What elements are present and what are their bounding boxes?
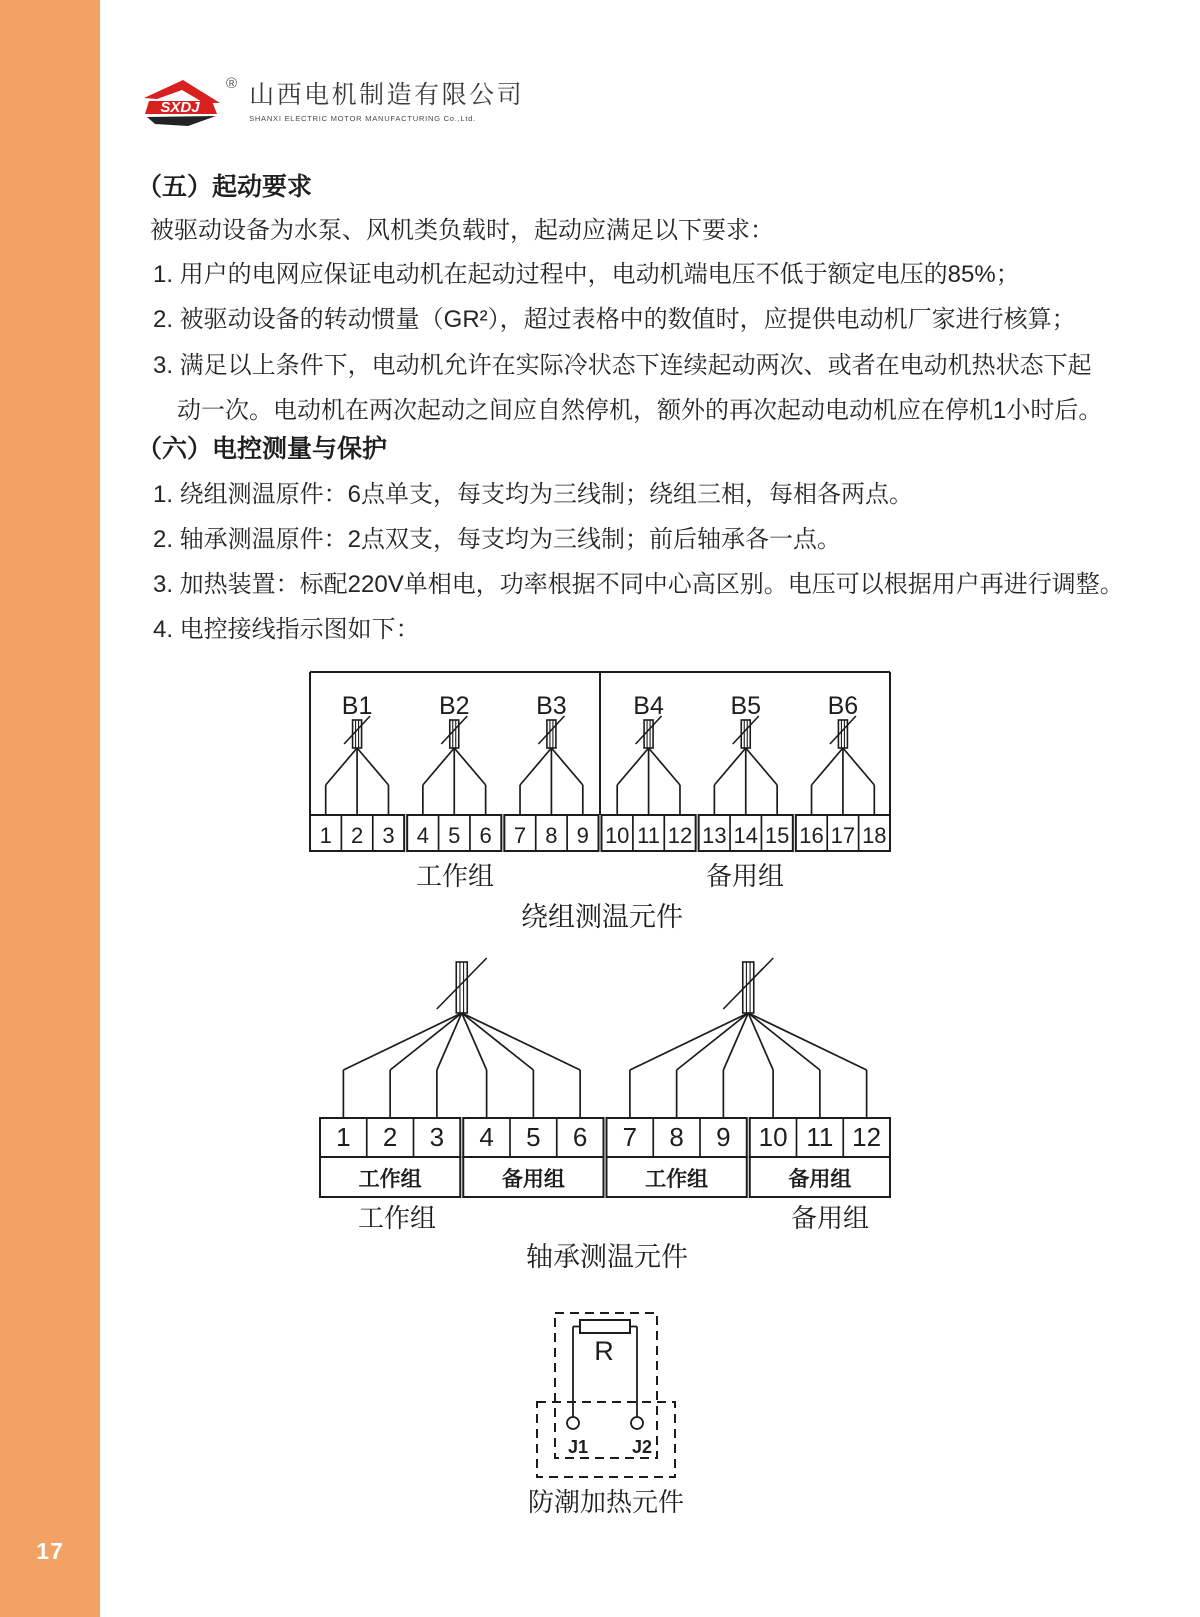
terminal-number: 6 bbox=[572, 1122, 588, 1152]
winding-temperature-diagram bbox=[300, 650, 900, 940]
section6-item1: 1. 绕组测温原件：6点单支，每支均为三线制；绕组三相，每相各两点。 bbox=[153, 481, 914, 508]
terminal-number: 1 bbox=[336, 1122, 351, 1152]
wire-diag bbox=[343, 1013, 461, 1070]
terminal-box-dashed-boundary bbox=[537, 1402, 675, 1477]
registered-mark-icon: ® bbox=[226, 75, 238, 92]
wire-left-diag bbox=[617, 748, 648, 785]
terminal-number: 5 bbox=[448, 823, 461, 848]
terminal-number: 9 bbox=[576, 823, 589, 848]
section5-intro: 被驱动设备为水泵、风机类负载时，起动应满足以下要求： bbox=[150, 217, 774, 244]
terminal-number: 3 bbox=[382, 823, 395, 848]
terminal-number: 13 bbox=[702, 823, 727, 848]
terminal-number: 6 bbox=[479, 823, 492, 848]
section6-item3: 3. 加热装置：标配220V单相电，功率根据不同中心高区别。电压可以根据用户再进行调整。 bbox=[153, 571, 1124, 598]
heater-element-diagram bbox=[500, 1300, 720, 1530]
terminal-number: 12 bbox=[852, 1122, 882, 1152]
wire-diag bbox=[630, 1013, 748, 1070]
terminal-number: 2 bbox=[382, 1122, 398, 1152]
group-label: 工作组 bbox=[645, 1168, 709, 1191]
logo-text-block bbox=[249, 82, 524, 123]
terminal-number: 8 bbox=[545, 823, 558, 848]
terminal-number: 2 bbox=[350, 823, 364, 848]
terminal-number: 16 bbox=[799, 823, 824, 848]
terminal-number: 10 bbox=[758, 1122, 788, 1152]
company-logo bbox=[140, 74, 524, 126]
section5-item1: 1. 用户的电网应保证电动机在起动过程中，电动机端电压不低于额定电压的85%； bbox=[153, 261, 1020, 288]
terminal-number: 5 bbox=[526, 1122, 541, 1152]
section5-item3-line2: 动一次。电动机在两次起动之间应自然停机，额外的再次起动电动机应在停机1小时后。 bbox=[177, 397, 1103, 424]
wire-diag bbox=[748, 1013, 866, 1070]
logo-mark-text: SXDJ bbox=[160, 99, 200, 116]
wire-right-diag bbox=[746, 748, 777, 785]
wire-right-diag bbox=[649, 748, 680, 785]
resistor-symbol bbox=[580, 1320, 630, 1333]
wire-diag bbox=[748, 1013, 773, 1070]
wire-left-diag bbox=[326, 748, 357, 785]
working-group-label: 工作组 bbox=[415, 861, 495, 891]
terminal-j1-circle bbox=[567, 1417, 579, 1429]
working-group-label: 工作组 bbox=[357, 1203, 437, 1233]
heater-diagram-caption: 防潮加热元件 bbox=[527, 1487, 685, 1517]
winding-diagram-caption: 绕组测温元件 bbox=[521, 902, 683, 932]
wire-left-diag bbox=[423, 748, 454, 785]
terminal-number: 9 bbox=[716, 1122, 731, 1152]
bearing-sensor-probe-slash bbox=[437, 958, 487, 1009]
company-name-en: SHANXI ELECTRIC MOTOR MANUFACTURING Co.,Ltd. bbox=[249, 113, 476, 123]
group-label: 备用组 bbox=[788, 1168, 852, 1191]
company-name-cn: 山西电机制造有限公司 bbox=[249, 81, 525, 109]
wire-right-diag bbox=[357, 748, 388, 785]
terminal-j2-circle bbox=[631, 1417, 643, 1429]
sensor-label: B5 bbox=[730, 692, 762, 720]
wire-left-diag bbox=[812, 748, 843, 785]
logo-swoosh-shape bbox=[147, 116, 216, 126]
wire-left-diag bbox=[714, 748, 745, 785]
terminal-number: 4 bbox=[416, 823, 429, 848]
section6-item2: 2. 轴承测温原件：2点双支，每支均为三线制；前后轴承各一点。 bbox=[153, 526, 842, 553]
wire-left-diag bbox=[520, 748, 551, 785]
terminal-number: 3 bbox=[429, 1122, 445, 1152]
page-number: 17 bbox=[36, 1538, 64, 1564]
bearing-temperature-diagram bbox=[300, 930, 900, 1280]
wire-right-diag bbox=[551, 748, 582, 785]
section5-heading: （五）起动要求 bbox=[137, 173, 313, 201]
wire-diag bbox=[437, 1013, 462, 1070]
section5-item3-line1: 3. 满足以上条件下，电动机允许在实际冷状态下连续起动两次、或者在电动机热状态下起 bbox=[153, 352, 1092, 379]
group-label: 备用组 bbox=[501, 1168, 565, 1191]
terminal-number: 11 bbox=[806, 1122, 834, 1152]
terminal-number: 4 bbox=[479, 1122, 494, 1152]
section5-item2: 2. 被驱动设备的转动惯量（GR²），超过表格中的数值时，应提供电动机厂家进行核算； bbox=[153, 306, 1076, 333]
wire-diag bbox=[462, 1013, 487, 1070]
sensor-label: B6 bbox=[827, 692, 859, 720]
terminal-number: 15 bbox=[764, 823, 790, 848]
sensor-label: B4 bbox=[633, 692, 664, 720]
terminal-number: 7 bbox=[513, 823, 527, 848]
terminal-number: 17 bbox=[830, 823, 856, 848]
terminal-number: 1 bbox=[319, 823, 332, 848]
terminal-number: 10 bbox=[604, 823, 630, 848]
terminal-number: 18 bbox=[862, 823, 887, 848]
wire-right-diag bbox=[843, 748, 874, 785]
sxdj-logo-icon bbox=[140, 74, 222, 126]
group-label: 工作组 bbox=[358, 1168, 422, 1191]
terminal-j1-label: J1 bbox=[567, 1437, 589, 1457]
terminal-j2-label: J2 bbox=[631, 1437, 653, 1457]
wire-diag bbox=[723, 1013, 748, 1070]
terminal-number: 8 bbox=[669, 1122, 684, 1152]
sensor-label: B2 bbox=[438, 692, 470, 720]
sensor-label: B1 bbox=[341, 692, 373, 720]
sensor-label: B3 bbox=[536, 692, 567, 720]
wire-diag bbox=[462, 1013, 580, 1070]
terminal-number: 11 bbox=[637, 823, 661, 848]
standby-group-label: 备用组 bbox=[790, 1203, 870, 1233]
wire-right-diag bbox=[454, 748, 485, 785]
section6-heading: （六）电控测量与保护 bbox=[137, 435, 388, 463]
resistor-label: R bbox=[594, 1336, 614, 1366]
orange-sidebar bbox=[0, 0, 100, 1617]
section6-item4: 4. 电控接线指示图如下： bbox=[153, 616, 420, 643]
terminal-number: 7 bbox=[622, 1122, 638, 1152]
bearing-sensor-probe-slash bbox=[723, 958, 773, 1009]
terminal-number: 14 bbox=[733, 823, 758, 848]
standby-group-label: 备用组 bbox=[705, 861, 785, 891]
bearing-diagram-caption: 轴承测温元件 bbox=[526, 1242, 688, 1272]
terminal-number: 12 bbox=[667, 823, 693, 848]
